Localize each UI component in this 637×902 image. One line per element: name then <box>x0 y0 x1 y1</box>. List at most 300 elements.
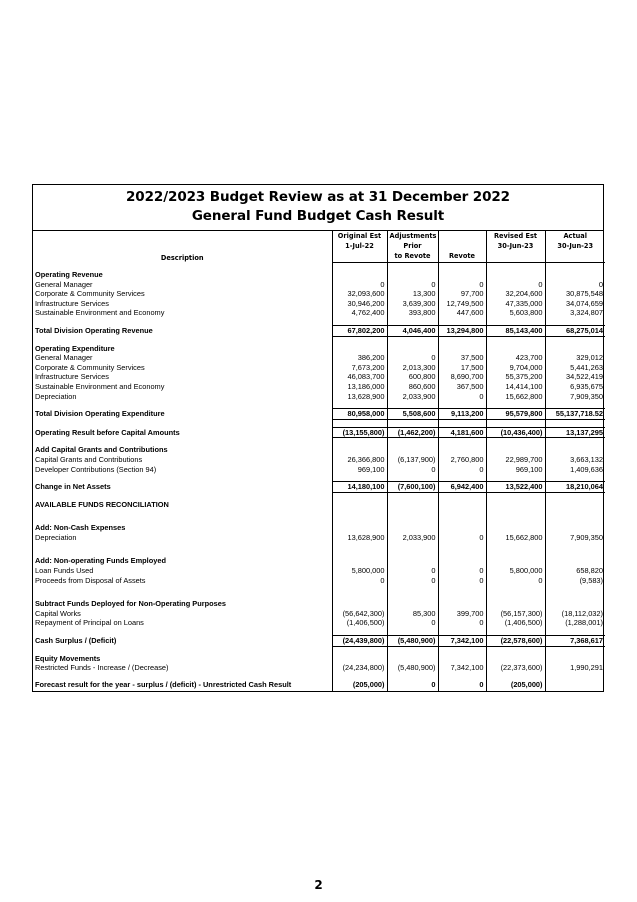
table-row <box>33 566 605 576</box>
value-cell: 32,093,600 <box>332 289 387 299</box>
section-heading-row <box>33 599 605 609</box>
row-label: Depreciation <box>35 391 77 401</box>
row-label: Total Division Operating Expenditure <box>35 409 165 419</box>
value-cell: 13,628,900 <box>332 392 387 402</box>
value-cell <box>387 635 438 647</box>
value-cell <box>387 481 438 493</box>
value-cell <box>438 516 486 523</box>
value-cell <box>545 408 605 420</box>
column-header-revised: Revised Est <box>486 231 545 241</box>
value-cell <box>332 556 387 566</box>
value-cell <box>545 542 605 549</box>
value-cell: 85,300 <box>387 609 438 619</box>
row-label: Developer Contributions (Section 94) <box>35 464 157 474</box>
total-value: 4,046,400 <box>388 325 438 337</box>
value-cell <box>332 647 387 654</box>
section-heading-row <box>33 654 605 664</box>
value-cell <box>332 516 387 523</box>
value-cell <box>486 263 545 271</box>
total-value: 4,181,600 <box>439 427 486 439</box>
row-label: Operating Expenditure <box>35 343 115 353</box>
value-cell <box>545 585 605 592</box>
total-row <box>33 325 605 337</box>
table-row <box>33 618 605 628</box>
value-cell <box>332 628 387 635</box>
section-heading-row <box>33 445 605 455</box>
value-cell: 15,662,800 <box>486 533 545 543</box>
value-cell: 969,100 <box>486 465 545 475</box>
table-row <box>33 392 605 402</box>
value-cell <box>387 673 438 680</box>
value-cell: 2,760,800 <box>438 455 486 465</box>
total-value: (10,436,400) <box>487 427 545 439</box>
value-cell: 600,800 <box>387 372 438 382</box>
row-label: Operating Result before Capital Amounts <box>35 427 180 437</box>
column-header-revote-label: Revote <box>438 251 486 263</box>
report-title-block <box>33 185 603 231</box>
value-cell <box>438 635 486 647</box>
value-cell <box>387 647 438 654</box>
value-cell <box>486 337 545 344</box>
spacer-cell <box>33 516 332 523</box>
row-label: Capital Grants and Contributions <box>35 454 143 464</box>
value-cell <box>545 556 605 566</box>
table-row <box>33 280 605 290</box>
value-cell <box>332 592 387 599</box>
value-cell <box>545 263 605 271</box>
value-cell <box>332 474 387 481</box>
total-value: 9,113,200 <box>439 408 486 420</box>
value-cell <box>438 654 486 664</box>
value-cell <box>545 500 605 510</box>
value-cell <box>486 635 545 647</box>
value-cell: 30,875,548 <box>545 289 605 299</box>
value-cell <box>387 344 438 354</box>
value-cell: (205,000) <box>332 680 387 692</box>
value-cell: 860,600 <box>387 382 438 392</box>
column-header-actual: Actual <box>545 231 605 241</box>
value-cell <box>486 318 545 325</box>
column-header-original-line3 <box>332 251 387 263</box>
spacer-row <box>33 647 605 654</box>
value-cell: 55,375,200 <box>486 372 545 382</box>
value-cell: 1,990,291 <box>545 663 605 673</box>
column-header-revised-line3 <box>486 251 545 263</box>
value-cell <box>486 592 545 599</box>
value-cell: 0 <box>387 576 438 586</box>
value-cell <box>387 509 438 516</box>
row-label: General Manager <box>35 353 93 363</box>
value-cell <box>486 585 545 592</box>
value-cell: (205,000) <box>486 680 545 692</box>
spacer-cell <box>33 318 332 325</box>
section-heading-row <box>33 523 605 533</box>
total-value: 85,143,400 <box>487 325 545 337</box>
row-label: Repayment of Principal on Loans <box>35 618 144 628</box>
value-cell: 5,800,000 <box>486 566 545 576</box>
total-value: 95,579,800 <box>487 408 545 420</box>
value-cell <box>545 270 605 280</box>
value-cell <box>545 654 605 664</box>
table-header <box>33 231 605 263</box>
spacer-row <box>33 673 605 680</box>
value-cell: 13,186,000 <box>332 382 387 392</box>
value-cell <box>332 542 387 549</box>
value-cell <box>387 585 438 592</box>
spacer-cell <box>33 647 332 654</box>
spacer-cell <box>33 420 332 427</box>
total-value: (7,600,100) <box>388 481 438 493</box>
total-value: (13,155,800) <box>333 427 387 439</box>
value-cell <box>387 493 438 500</box>
value-cell <box>332 337 387 344</box>
value-cell <box>387 401 438 408</box>
value-cell <box>545 592 605 599</box>
value-cell <box>332 420 387 427</box>
total-value: 7,342,100 <box>439 635 486 647</box>
total-value: 68,275,014 <box>546 325 606 337</box>
value-cell: 8,690,700 <box>438 372 486 382</box>
spacer-row <box>33 549 605 556</box>
value-cell <box>332 673 387 680</box>
value-cell <box>545 523 605 533</box>
value-cell: 658,820 <box>545 566 605 576</box>
value-cell <box>438 509 486 516</box>
value-cell: 3,324,807 <box>545 308 605 318</box>
spacer-row <box>33 474 605 481</box>
value-cell: (1,406,500) <box>332 618 387 628</box>
value-cell <box>545 549 605 556</box>
row-label: AVAILABLE FUNDS RECONCILIATION <box>35 499 169 509</box>
value-cell: (1,288,001) <box>545 618 605 628</box>
value-cell: 22,989,700 <box>486 455 545 465</box>
value-cell: 30,946,200 <box>332 299 387 309</box>
value-cell <box>332 318 387 325</box>
budget-report <box>32 184 604 692</box>
value-cell <box>387 542 438 549</box>
value-cell <box>438 493 486 500</box>
value-cell: 0 <box>332 280 387 290</box>
value-cell <box>438 344 486 354</box>
value-cell <box>438 438 486 445</box>
spacer-cell <box>33 673 332 680</box>
value-cell <box>332 427 387 439</box>
value-cell <box>387 599 438 609</box>
value-cell <box>545 635 605 647</box>
spacer-row <box>33 420 605 427</box>
total-row <box>33 408 605 420</box>
value-cell <box>486 542 545 549</box>
value-cell: 47,335,000 <box>486 299 545 309</box>
total-value: 14,180,100 <box>333 481 387 493</box>
value-cell <box>545 445 605 455</box>
value-cell <box>545 647 605 654</box>
table-row <box>33 533 605 543</box>
value-cell <box>486 549 545 556</box>
column-header-original-date: 1-Jul-22 <box>332 241 387 251</box>
row-label: Subtract Funds Deployed for Non-Operating Purposes <box>35 599 226 609</box>
value-cell: 2,033,900 <box>387 533 438 543</box>
value-cell <box>486 509 545 516</box>
value-cell <box>545 344 605 354</box>
value-cell <box>486 408 545 420</box>
value-cell <box>387 270 438 280</box>
value-cell <box>486 647 545 654</box>
spacer-row <box>33 585 605 592</box>
value-cell: 1,409,636 <box>545 465 605 475</box>
value-cell: 7,342,100 <box>438 663 486 673</box>
total-value: 6,942,400 <box>439 481 486 493</box>
value-cell: 37,500 <box>438 353 486 363</box>
value-cell: 7,909,350 <box>545 533 605 543</box>
section-heading-row <box>33 500 605 510</box>
value-cell <box>438 585 486 592</box>
value-cell <box>486 474 545 481</box>
report-title: 2022/2023 Budget Review as at 31 December 2022 <box>126 189 510 205</box>
spacer-cell <box>33 628 332 635</box>
spacer-cell <box>33 337 332 344</box>
value-cell: 0 <box>438 392 486 402</box>
value-cell: 0 <box>486 280 545 290</box>
value-cell <box>545 673 605 680</box>
table-row <box>33 363 605 373</box>
row-label: Equity Movements <box>35 653 101 663</box>
page-number: 2 <box>314 878 323 892</box>
row-label: Add: Non-Cash Expenses <box>35 523 126 533</box>
table-row <box>33 372 605 382</box>
column-header-adjustments: Adjustments <box>387 231 438 241</box>
value-cell <box>545 318 605 325</box>
value-cell: 399,700 <box>438 609 486 619</box>
value-cell: 367,500 <box>438 382 486 392</box>
spacer-row <box>33 263 605 271</box>
value-cell: 7,909,350 <box>545 392 605 402</box>
value-cell <box>438 337 486 344</box>
value-cell <box>486 438 545 445</box>
value-cell <box>545 628 605 635</box>
value-cell: 3,663,132 <box>545 455 605 465</box>
value-cell: 97,700 <box>438 289 486 299</box>
value-cell <box>438 500 486 510</box>
total-value: (24,439,800) <box>333 635 387 647</box>
total-value: 55,137,718.52 <box>546 408 606 420</box>
spacer-cell <box>33 438 332 445</box>
value-cell <box>332 270 387 280</box>
total-value: 7,368,617 <box>546 635 606 647</box>
value-cell: 17,500 <box>438 363 486 373</box>
spacer-cell <box>33 263 332 271</box>
value-cell: 0 <box>387 566 438 576</box>
value-cell <box>438 420 486 427</box>
value-cell <box>486 427 545 439</box>
value-cell <box>545 401 605 408</box>
value-cell: (24,234,800) <box>332 663 387 673</box>
row-label: Corporate & Community Services <box>35 362 145 372</box>
value-cell: 0 <box>387 618 438 628</box>
spacer-cell <box>33 474 332 481</box>
total-value: 13,294,800 <box>439 325 486 337</box>
row-label: Capital Works <box>35 608 81 618</box>
column-header-adjustments-line3: to Revote <box>387 251 438 263</box>
value-cell <box>387 438 438 445</box>
table-row <box>33 576 605 586</box>
value-cell: (1,406,500) <box>486 618 545 628</box>
value-cell <box>387 474 438 481</box>
value-cell: (9,583) <box>545 576 605 586</box>
value-cell: 0 <box>438 680 486 692</box>
value-cell: 32,204,600 <box>486 289 545 299</box>
value-cell <box>332 599 387 609</box>
total-value: 13,137,295 <box>546 427 606 439</box>
value-cell <box>387 516 438 523</box>
spacer-row <box>33 318 605 325</box>
value-cell: (6,137,900) <box>387 455 438 465</box>
value-cell <box>387 408 438 420</box>
row-label: Add: Non-operating Funds Employed <box>35 556 166 566</box>
value-cell: 0 <box>486 576 545 586</box>
value-cell: 386,200 <box>332 353 387 363</box>
value-cell: 0 <box>438 280 486 290</box>
value-cell <box>332 500 387 510</box>
value-cell <box>332 523 387 533</box>
value-cell <box>486 401 545 408</box>
column-header-revote <box>438 231 486 241</box>
column-header-actual-date: 30-Jun-23 <box>545 241 605 251</box>
value-cell <box>438 523 486 533</box>
row-label: Loan Funds Used <box>35 566 94 576</box>
column-header-revised-date: 30-Jun-23 <box>486 241 545 251</box>
row-label: Infrastructure Services <box>35 372 109 382</box>
value-cell <box>387 549 438 556</box>
value-cell <box>486 270 545 280</box>
total-value: (22,578,600) <box>487 635 545 647</box>
row-label: Proceeds from Disposal of Assets <box>35 575 146 585</box>
spacer-cell <box>33 592 332 599</box>
total-row <box>33 481 605 493</box>
value-cell <box>545 599 605 609</box>
value-cell <box>438 542 486 549</box>
value-cell: 2,033,900 <box>387 392 438 402</box>
value-cell <box>332 585 387 592</box>
value-cell <box>438 325 486 337</box>
spacer-cell <box>33 549 332 556</box>
value-cell <box>387 263 438 271</box>
value-cell: 329,012 <box>545 353 605 363</box>
value-cell <box>438 263 486 271</box>
value-cell: 12,749,500 <box>438 299 486 309</box>
value-cell: 2,013,300 <box>387 363 438 373</box>
value-cell: 447,600 <box>438 308 486 318</box>
table-row <box>33 299 605 309</box>
value-cell <box>387 556 438 566</box>
value-cell <box>486 344 545 354</box>
value-cell <box>438 673 486 680</box>
value-cell: 15,662,800 <box>486 392 545 402</box>
row-label: Total Division Operating Revenue <box>35 325 153 335</box>
value-cell <box>332 493 387 500</box>
spacer-cell <box>33 493 332 500</box>
table-row <box>33 465 605 475</box>
spacer-row <box>33 493 605 500</box>
spacer-row <box>33 401 605 408</box>
table-row <box>33 289 605 299</box>
value-cell: 7,673,200 <box>332 363 387 373</box>
value-cell <box>545 337 605 344</box>
value-cell <box>387 592 438 599</box>
value-cell: 0 <box>438 465 486 475</box>
value-cell: (56,642,300) <box>332 609 387 619</box>
value-cell <box>545 427 605 439</box>
section-heading-row <box>33 556 605 566</box>
value-cell: 0 <box>438 533 486 543</box>
row-label: Change in Net Assets <box>35 482 111 492</box>
row-label: Cash Surplus / (Deficit) <box>35 636 117 646</box>
row-label: Depreciation <box>35 532 77 542</box>
value-cell: 969,100 <box>332 465 387 475</box>
row-label: Sustainable Environment and Economy <box>35 381 165 391</box>
table-row <box>33 382 605 392</box>
value-cell <box>332 654 387 664</box>
section-heading-row <box>33 270 605 280</box>
value-cell <box>545 509 605 516</box>
value-cell: 34,522,419 <box>545 372 605 382</box>
value-cell <box>486 556 545 566</box>
total-value: 13,522,400 <box>487 481 545 493</box>
spacer-cell <box>33 542 332 549</box>
total-value: (5,480,900) <box>388 635 438 647</box>
value-cell: 423,700 <box>486 353 545 363</box>
row-label: Operating Revenue <box>35 270 103 279</box>
value-cell <box>332 509 387 516</box>
value-cell: 5,603,800 <box>486 308 545 318</box>
value-cell: 0 <box>387 465 438 475</box>
value-cell: 9,704,000 <box>486 363 545 373</box>
column-header-original: Original Est <box>332 231 387 241</box>
value-cell: 4,762,400 <box>332 308 387 318</box>
value-cell <box>545 420 605 427</box>
value-cell <box>486 325 545 337</box>
value-cell <box>387 445 438 455</box>
table-body <box>33 263 605 692</box>
total-row <box>33 427 605 439</box>
table-row <box>33 455 605 465</box>
value-cell <box>545 516 605 523</box>
value-cell <box>545 325 605 337</box>
budget-table <box>33 231 605 691</box>
value-cell <box>332 401 387 408</box>
spacer-cell <box>33 401 332 408</box>
value-cell <box>438 592 486 599</box>
value-cell <box>438 318 486 325</box>
value-cell <box>486 481 545 493</box>
value-cell: 6,935,675 <box>545 382 605 392</box>
value-cell <box>387 654 438 664</box>
spacer-row <box>33 509 605 516</box>
value-cell <box>486 523 545 533</box>
value-cell <box>387 523 438 533</box>
total-row <box>33 635 605 647</box>
value-cell <box>438 474 486 481</box>
value-cell: 0 <box>387 280 438 290</box>
total-row <box>33 680 605 692</box>
value-cell: (18,112,032) <box>545 609 605 619</box>
table-row <box>33 609 605 619</box>
value-cell <box>438 427 486 439</box>
value-cell <box>545 438 605 445</box>
value-cell: 0 <box>332 576 387 586</box>
value-cell <box>486 628 545 635</box>
column-header-revote-line2 <box>438 241 486 251</box>
